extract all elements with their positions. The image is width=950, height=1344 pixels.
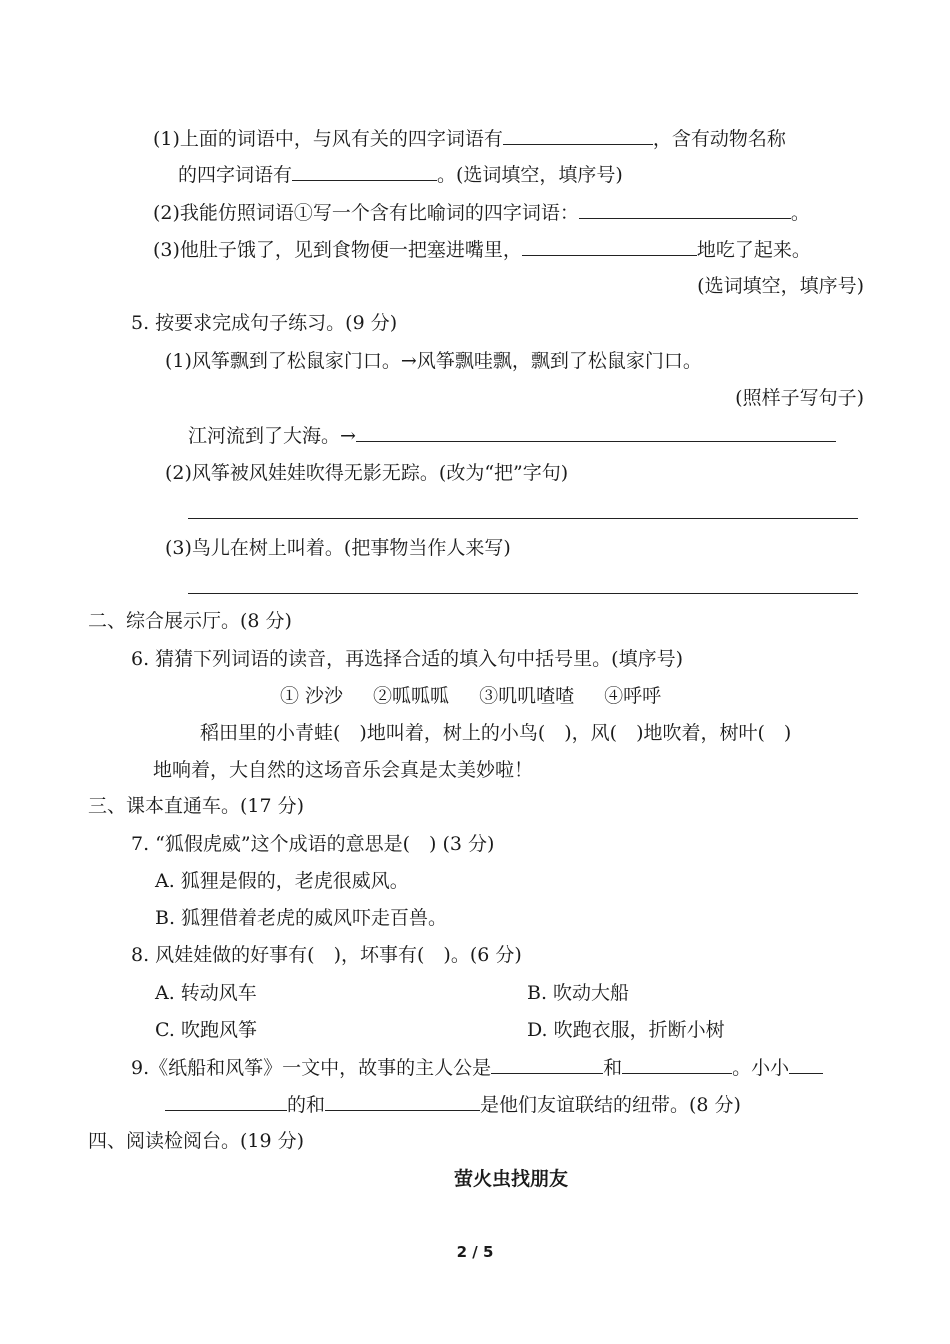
q6-option-2: ②呱呱呱 <box>373 685 450 707</box>
q4-sub1-text-d: 。(选词填空，填序号) <box>437 164 623 186</box>
q4-sub1-text-a: (1)上面的词语中，与风有关的四字词语有 <box>153 128 503 150</box>
q4-sub2 <box>153 200 810 225</box>
q7-option-a: A. 狐狸是假的，老虎很威风。 <box>155 870 409 892</box>
q9-line1 <box>131 1055 823 1080</box>
answer-blank[interactable] <box>325 1092 480 1111</box>
q8-question: 8. 风娃娃做的好事有( )，坏事有( )。(6 分) <box>131 944 522 966</box>
q5-sub1-prompt <box>188 423 836 448</box>
answer-blank[interactable] <box>165 1092 287 1111</box>
q5-sub1-note: (照样子写句子) <box>735 387 864 409</box>
q4-sub3 <box>153 237 811 262</box>
q6-option-4: ④呼呼 <box>604 685 662 707</box>
q9-text-a: 9.《纸船和风筝》一文中，故事的主人公是 <box>131 1057 492 1079</box>
answer-blank[interactable] <box>503 126 653 145</box>
q4-sub1-line2 <box>178 162 623 187</box>
q5-sub1: (1)风筝飘到了松鼠家门口。→风筝飘哇飘，飘到了松鼠家门口。 <box>165 350 702 372</box>
q5-sub1-prompt-text: 江河流到了大海。→ <box>188 425 356 447</box>
q8-option-d: D. 吹跑衣服，折断小树 <box>527 1019 725 1041</box>
q8-option-c: C. 吹跑风筝 <box>155 1019 257 1041</box>
q5-title: 5. 按要求完成句子练习。(9 分) <box>131 312 398 334</box>
q6-sentence-line1: 稻田里的小青蛙( )地叫着，树上的小鸟( )，风( )地吹着，树叶( ) <box>200 722 792 744</box>
q4-sub1-line1 <box>153 126 786 151</box>
q4-sub2-end: 。 <box>790 202 810 224</box>
section2-title: 二、综合展示厅。(8 分) <box>88 610 292 632</box>
answer-blank[interactable] <box>292 162 437 181</box>
answer-blank[interactable] <box>789 1055 823 1074</box>
q4-sub3-note: (选词填空，填序号) <box>697 275 864 297</box>
q4-sub2-text: (2)我能仿照词语①写一个含有比喻词的四字词语： <box>153 202 579 224</box>
answer-blank[interactable] <box>356 423 836 442</box>
section3-title: 三、课本直通车。(17 分) <box>88 795 305 817</box>
q5-sub3: (3)鸟儿在树上叫着。(把事物当作人来写) <box>165 537 511 559</box>
q4-sub3-text: (3)他肚子饿了，见到食物便一把塞进嘴里， <box>153 239 522 261</box>
answer-blank[interactable] <box>579 200 791 219</box>
answer-blank[interactable] <box>622 1055 732 1074</box>
q9-line2 <box>165 1092 741 1117</box>
q4-sub1-text-b: ，含有动物名称 <box>652 128 786 150</box>
q6-sentence-line2: 地响着，大自然的这场音乐会真是太美妙啦！ <box>153 759 534 781</box>
answer-line[interactable] <box>188 518 858 519</box>
q7-question: 7. “狐假虎威”这个成语的意思是( ) (3 分) <box>131 833 495 855</box>
q6-title: 6. 猜猜下列词语的读音，再选择合适的填入句中括号里。(填序号) <box>131 648 683 670</box>
q6-option-1: ① 沙沙 <box>280 685 344 707</box>
q8-option-b: B. 吹动大船 <box>527 982 630 1004</box>
q7-option-b: B. 狐狸借着老虎的威风吓走百兽。 <box>155 907 448 929</box>
q9-text-c: 。小小 <box>732 1057 790 1079</box>
q8-option-a: A. 转动风车 <box>155 982 257 1004</box>
answer-blank[interactable] <box>491 1055 603 1074</box>
q5-sub2: (2)风筝被风娃娃吹得无影无踪。(改为“把”字句) <box>165 462 569 484</box>
story-title: 萤火虫找朋友 <box>453 1168 568 1190</box>
page-number: 2 / 5 <box>456 1243 494 1261</box>
q4-sub3-end: 地吃了起来。 <box>696 239 811 261</box>
section4-title: 四、阅读检阅台。(19 分) <box>88 1130 305 1152</box>
q6-options <box>280 684 661 708</box>
q6-option-3: ③叽叽喳喳 <box>479 685 575 707</box>
q9-text-b: 和 <box>603 1057 623 1079</box>
q9-text-e: 是他们友谊联结的纽带。(8 分) <box>480 1094 741 1116</box>
answer-line[interactable] <box>188 593 858 594</box>
answer-blank[interactable] <box>522 237 697 256</box>
q9-text-d: 的和 <box>287 1094 326 1116</box>
q4-sub1-text-c: 的四字词语有 <box>178 164 293 186</box>
